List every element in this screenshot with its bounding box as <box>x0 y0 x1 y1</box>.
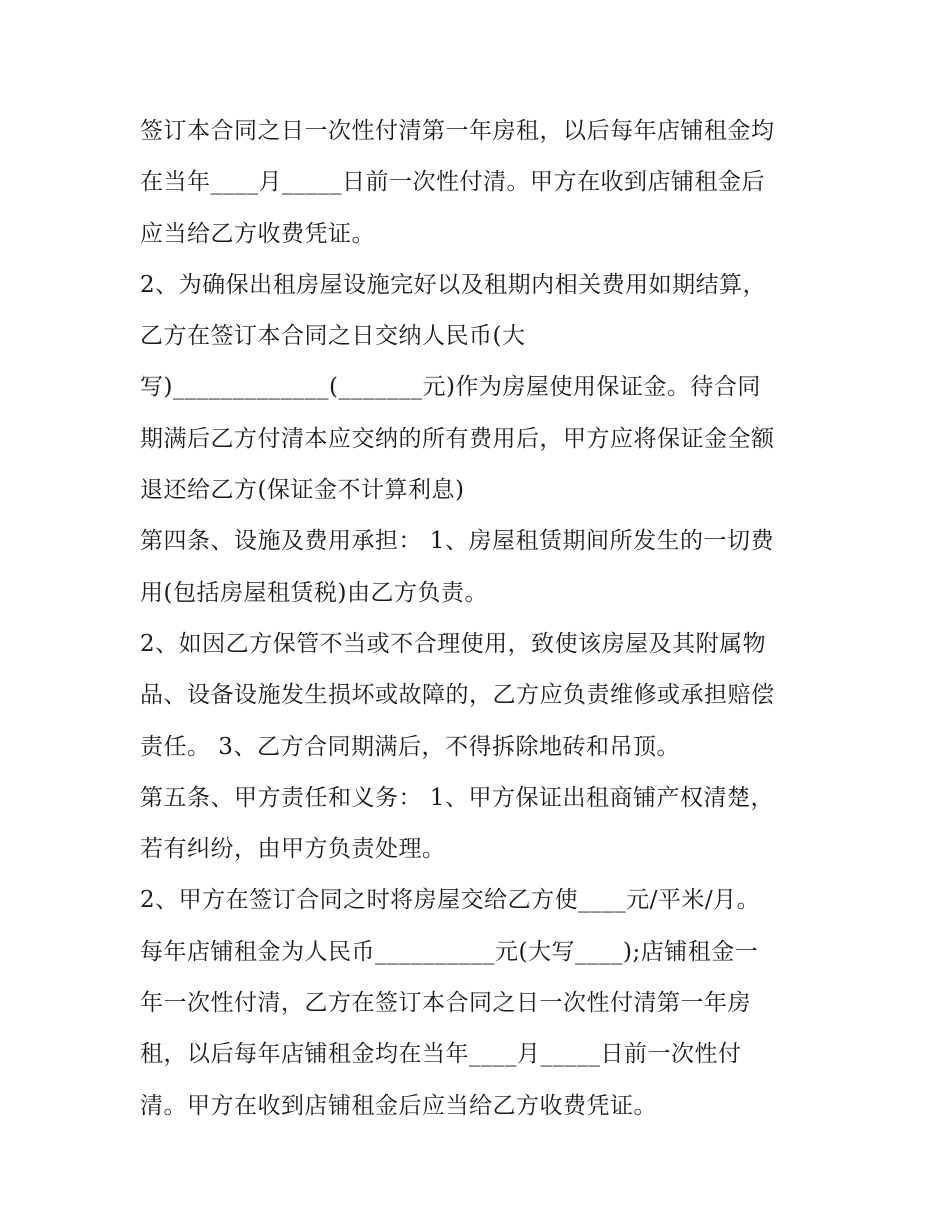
text-line: 写)_____________(_______元)作为房屋使用保证金。待合同 <box>140 374 761 401</box>
text-line: 每年店铺租金为人民币__________元(大写____);店铺租金一 <box>140 938 759 965</box>
text-line: 退还给乙方(保证金不计算利息) <box>140 477 465 504</box>
text-line: 租，以后每年店铺租金均在当年____月_____日前一次性付 <box>140 1041 742 1068</box>
text-line: 用(包括房屋租赁税)由乙方负责。 <box>140 579 488 606</box>
text-line: 品、设备设施发生损坏或故障的，乙方应负责维修或承担赔偿 <box>140 682 775 709</box>
text-line: 责任。 3、乙方合同期满后，不得拆除地砖和吊顶。 <box>140 733 680 760</box>
text-line: 2、甲方在签订合同之时将房屋交给乙方使____元/平米/月。 <box>140 887 761 914</box>
text-line: 2、为确保出租房屋设施完好以及租期内相关费用如期结算， <box>140 271 767 298</box>
text-line: 若有纠纷，由甲方负责处理。 <box>140 836 446 863</box>
text-line: 第四条、设施及费用承担： 1、房屋租赁期间所发生的一切费 <box>140 528 774 555</box>
text-line: 年一次性付清，乙方在签订本合同之日一次性付清第一年房 <box>140 990 751 1017</box>
text-line: 2、如因乙方保管不当或不合理使用，致使该房屋及其附属物 <box>140 630 767 657</box>
text-line: 期满后乙方付清本应交纳的所有费用后，甲方应将保证金全额 <box>140 425 775 452</box>
text-line: 在当年____月_____日前一次性付清。甲方在收到店铺租金后 <box>140 169 765 196</box>
text-line: 乙方在签订本合同之日交纳人民币(大 <box>140 323 526 350</box>
text-line: 清。甲方在收到店铺租金后应当给乙方收费凭证。 <box>140 1092 657 1119</box>
text-line: 应当给乙方收费凭证。 <box>140 220 375 247</box>
text-line: 第五条、甲方责任和义务： 1、甲方保证出租商铺产权清楚， <box>140 784 774 811</box>
contract-body <box>140 106 820 1132</box>
text-line: 签订本合同之日一次性付清第一年房租，以后每年店铺租金均 <box>140 118 775 144</box>
